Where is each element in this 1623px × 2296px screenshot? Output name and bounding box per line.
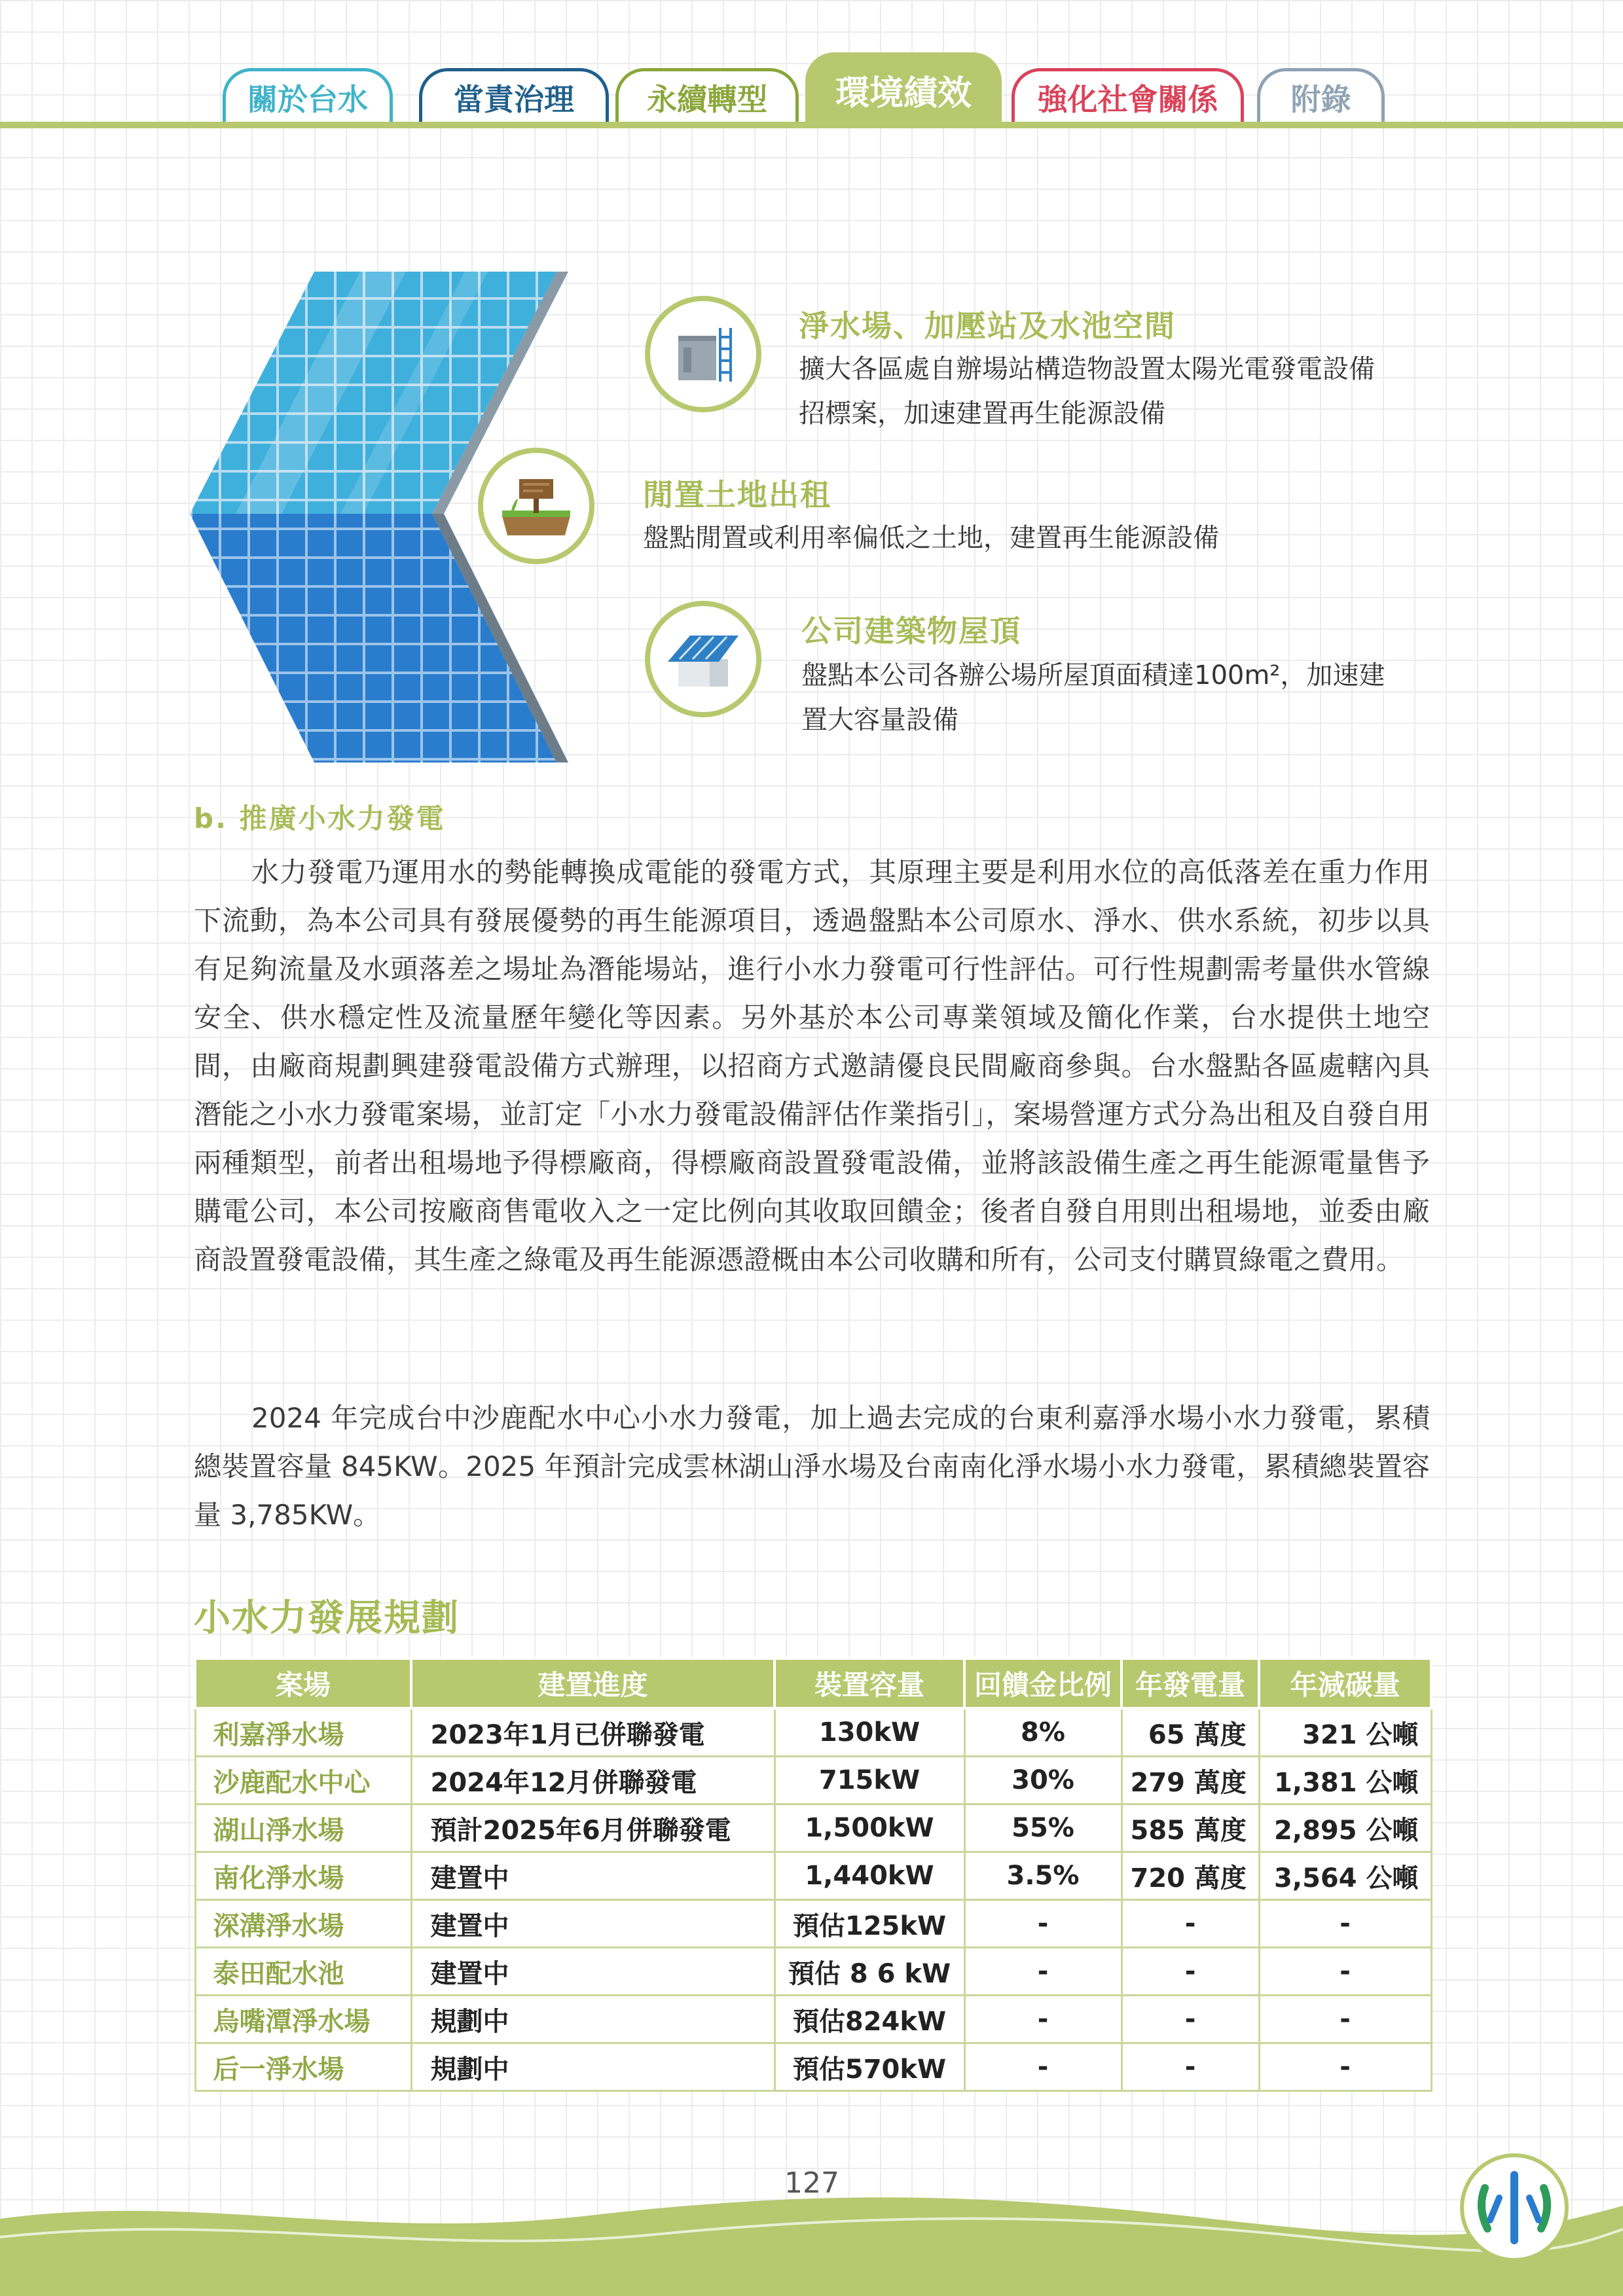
- cell-feedback-ratio: -: [964, 2043, 1122, 2091]
- table-title: 小水力發展規劃: [194, 1597, 460, 1640]
- idle-land-badge: [478, 448, 594, 564]
- cell-carbon-reduction: -: [1259, 1900, 1431, 1948]
- cell-annual-generation: -: [1122, 1996, 1259, 2043]
- cell-capacity: 預估125kW: [775, 1900, 964, 1948]
- cell-capacity: 130kW: [775, 1708, 964, 1757]
- table-header-row: [195, 1659, 1431, 1708]
- body-paragraph-1: 水力發電乃運用水的勢能轉換成電能的發電方式，其原理主要是利用水位的高低落差在重力作用下流動，為本公司具有發展優勢的再生能源項目，透過盤點本公司原水、淨水、供水系統，初步以具有足夠流量及水頭落差之場址為潛能場站，進行小水力發電可行性評估。可行性規劃需考量供水管線安全、供水穩定性及流量歷年變化等因素。另外基於本公司專業領域及簡化作業，台水提供土地空間，由廠商規劃興建發電設備方式辦理，以招商方式邀請優良民間廠商參與。台水盤點各區處轄內具潛能之小水力發電案場，並訂定「小水力發電設備評估作業指引」，案場營運方式分為出租及自發自用兩種類型，前者出租場地予得標廠商，得標廠商設置發電設備，並將該設備生產之再生能源電量售予購電公司，本公司按廠商售電收入之一定比例向其收取回饋金；後者自發自用則出租場地，並委由廠商設置發電設備，其生產之綠電及再生能源憑證概由本公司收購和所有，公司支付購買綠電之費用。: [194, 856, 1430, 1276]
- table-row: [195, 1708, 1431, 1757]
- feature-title-idle-land: 閒置土地出租: [643, 477, 831, 512]
- feature-title-roof: 公司建築物屋頂: [801, 613, 1021, 649]
- header-carbon-reduction: 年減碳量: [1259, 1659, 1431, 1708]
- cell-annual-generation: 585 萬度: [1122, 1804, 1259, 1852]
- header-feedback-ratio: 回饋金比例: [964, 1659, 1122, 1708]
- cell-site: 后一淨水場: [195, 2043, 411, 2091]
- table-row: [195, 1757, 1431, 1804]
- cell-progress: 2023年1月已併聯發電: [411, 1708, 775, 1757]
- cell-progress: 2024年12月併聯發電: [411, 1757, 775, 1804]
- cell-feedback-ratio: -: [964, 1900, 1122, 1948]
- cell-progress: 建置中: [411, 1852, 775, 1900]
- tab-governance[interactable]: 當責治理: [419, 68, 609, 123]
- feature-desc-idle-land: 盤點閒置或利用率偏低之土地，建置再生能源設備: [643, 523, 1219, 553]
- cell-feedback-ratio: 55%: [964, 1804, 1122, 1852]
- table-row: [195, 1804, 1431, 1852]
- cell-annual-generation: -: [1122, 1900, 1259, 1948]
- cell-annual-generation: -: [1122, 2043, 1259, 2091]
- cell-capacity: 1,440kW: [775, 1852, 964, 1900]
- cell-annual-generation: -: [1122, 1948, 1259, 1996]
- page-number: 127: [784, 2166, 839, 2200]
- cell-feedback-ratio: 3.5%: [964, 1852, 1122, 1900]
- cell-site: 利嘉淨水場: [195, 1708, 411, 1757]
- cell-carbon-reduction: 1,381 公噸: [1259, 1757, 1431, 1804]
- cell-feedback-ratio: -: [964, 1996, 1122, 2043]
- table-row: [195, 1948, 1431, 1996]
- table-row: [195, 2043, 1431, 2091]
- cell-feedback-ratio: 30%: [964, 1757, 1122, 1804]
- sign-post-land-icon: [497, 470, 575, 542]
- cell-carbon-reduction: -: [1259, 1948, 1431, 1996]
- hydro-plan-table: [194, 1657, 1432, 2092]
- feature-desc-roof-1: 盤點本公司各辦公場所屋頂面積達100m²，加速建: [801, 660, 1385, 691]
- cell-progress: 規劃中: [411, 1996, 775, 2043]
- water-tower-icon: [670, 321, 736, 387]
- nav-baseline: [0, 122, 1623, 128]
- table-row: [195, 1852, 1431, 1900]
- feature-desc-water-facility-1: 擴大各區處自辦場站構造物設置太陽光電發電設備: [799, 354, 1375, 384]
- water-tower-badge: [645, 296, 761, 412]
- cell-capacity: 預估570kW: [775, 2043, 964, 2091]
- feature-desc-water-facility-2: 招標案，加速建置再生能源設備: [799, 399, 1165, 429]
- cell-site: 沙鹿配水中心: [195, 1757, 411, 1804]
- cell-site: 湖山淨水場: [195, 1804, 411, 1852]
- cell-progress: 建置中: [411, 1948, 775, 1996]
- cell-progress: 預計2025年6月併聯發電: [411, 1804, 775, 1852]
- cell-site: 烏嘴潭淨水場: [195, 1996, 411, 2043]
- header-annual-generation: 年發電量: [1122, 1659, 1259, 1708]
- cell-progress: 建置中: [411, 1900, 775, 1948]
- cell-carbon-reduction: 2,895 公噸: [1259, 1804, 1431, 1852]
- cell-capacity: 預估824kW: [775, 1996, 964, 2043]
- table-row: [195, 1900, 1431, 1948]
- cell-carbon-reduction: -: [1259, 1996, 1431, 2043]
- header-capacity: 裝置容量: [775, 1659, 964, 1708]
- tab-social[interactable]: 強化社會關係: [1012, 68, 1244, 123]
- header-progress: 建置進度: [411, 1659, 775, 1708]
- cell-site: 泰田配水池: [195, 1948, 411, 1996]
- cell-carbon-reduction: 321 公噸: [1259, 1708, 1431, 1757]
- tab-appendix[interactable]: 附錄: [1257, 68, 1385, 123]
- body-paragraph-2: 2024 年完成台中沙鹿配水中心小水力發電，加上過去完成的台東利嘉淨水場小水力發電，累積總裝置容量 845KW。2025 年預計完成雲林湖山淨水場及台南南化淨水場小水力發電，累積總裝置容量 3,785KW。: [194, 1402, 1430, 1531]
- chapter-nav: [0, 0, 1623, 131]
- cell-annual-generation: 720 萬度: [1122, 1852, 1259, 1900]
- roof-badge: [645, 601, 761, 717]
- cell-carbon-reduction: 3,564 公噸: [1259, 1852, 1431, 1900]
- cell-annual-generation: 65 萬度: [1122, 1708, 1259, 1757]
- feature-desc-roof-2: 置大容量設備: [801, 705, 958, 735]
- cell-feedback-ratio: 8%: [964, 1708, 1122, 1757]
- tab-transformation[interactable]: 永續轉型: [615, 68, 799, 123]
- feature-title-water-facility: 淨水場、加壓站及水池空間: [799, 308, 1176, 344]
- cell-annual-generation: 279 萬度: [1122, 1757, 1259, 1804]
- section-heading: b. 推廣小水力發電: [194, 802, 446, 834]
- cell-site: 南化淨水場: [195, 1852, 411, 1900]
- tab-environment[interactable]: 環境績效: [805, 52, 1002, 124]
- cell-capacity: 預估 8 6 kW: [775, 1948, 964, 1996]
- cell-progress: 規劃中: [411, 2043, 775, 2091]
- header-site: 案場: [195, 1659, 411, 1708]
- cell-capacity: 1,500kW: [775, 1804, 964, 1852]
- tab-about[interactable]: 關於台水: [223, 68, 393, 123]
- cell-site: 深溝淨水場: [195, 1900, 411, 1948]
- table-row: [195, 1996, 1431, 2043]
- cell-capacity: 715kW: [775, 1757, 964, 1804]
- taiwan-water-logo: [1459, 2152, 1570, 2263]
- solar-roof-house-icon: [664, 626, 742, 692]
- cell-feedback-ratio: -: [964, 1948, 1122, 1996]
- cell-carbon-reduction: -: [1259, 2043, 1431, 2091]
